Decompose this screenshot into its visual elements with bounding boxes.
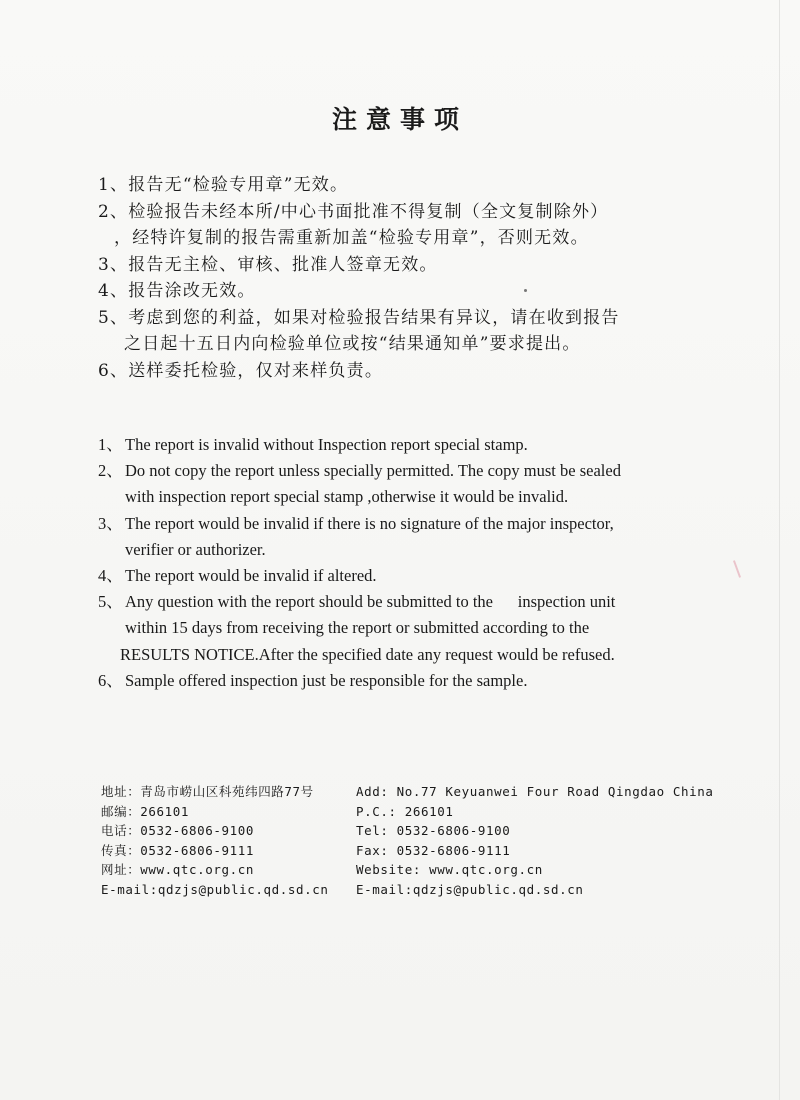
cn-item-1: 1、报告无“检验专用章”无效。 (98, 175, 349, 195)
cn-item-3: 3、报告无主检、审核、批准人签章无效。 (98, 254, 438, 275)
footer-fax-en: Fax: 0532-6806-9111 (356, 842, 511, 858)
cn-item-5: 5、考虑到您的利益，如果对检验报告结果有异议，请在收到报告 (98, 307, 620, 328)
footer-email-en: E-mail:qdzjs@public.qd.sd.cn (356, 881, 584, 897)
cn-item-2-continued: ，经特许复制的报告需重新加盖“检验专用章”，否则无效。 (114, 228, 589, 248)
footer-tel-en: Tel: 0532-6806-9100 (356, 823, 511, 838)
english-notice-list (98, 432, 738, 694)
en-item-2-continued: with inspection report special stamp ,otherwise it would be invalid. (125, 487, 569, 507)
footer-fax-cn: 传真：0532-6806-9111 (101, 842, 255, 858)
cn-item-4: 4、报告涂改无效。 (98, 281, 256, 301)
en-item-3: 3、 The report would be invalid if there is no signature of the major inspector, (98, 513, 614, 533)
cn-item-2: 2、检验报告未经本所/中心书面批准不得复制（全文复制除外） (98, 201, 609, 222)
chinese-notice-list (98, 172, 738, 384)
cn-item-5-continued: 之日起十五日内向检验单位或按“结果通知单”要求提出。 (124, 334, 581, 354)
en-item-5-continued-1: within 15 days from receiving the report or submitted according to the (125, 618, 590, 638)
footer-email-cn: E-mail:qdzjs@public.qd.sd.cn (101, 881, 329, 897)
en-item-3-continued: verifier or authorizer. (125, 539, 266, 559)
footer-website-cn: 网址：www.qtc.org.cn (101, 862, 255, 877)
footer-contact-english (356, 782, 714, 899)
footer-tel-cn: 电话：0532-6806-9100 (101, 823, 255, 838)
en-item-4: 4、 The report would be invalid if altered. (98, 566, 377, 586)
page-title: 注意事项 (331, 105, 468, 134)
en-item-5: 5、 Any question with the report should be submitted to the inspection unit (98, 592, 616, 612)
en-item-2: 2、 Do not copy the report unless specially permitted. The copy must be sealed (98, 461, 621, 481)
cn-item-6: 6、送样委托检验，仅对来样负责。 (98, 360, 384, 381)
footer-website-en: Website: www.qtc.org.cn (356, 862, 543, 877)
footer-postcode-en: P.C.: 266101 (356, 803, 454, 819)
footer-address-en: Add: No.77 Keyuanwei Four Road Qingdao China (356, 784, 714, 799)
footer-address-cn: 地址：青岛市崂山区科苑纬四路77号 (101, 784, 314, 799)
en-item-1: 1、 The report is invalid without Inspection report special stamp. (98, 435, 528, 454)
en-item-5-continued-2: RESULTS NOTICE.After the specified date any request would be refused. (120, 644, 615, 664)
en-item-6: 6、 Sample offered inspection just be responsible for the sample. (98, 670, 528, 690)
footer-contact-chinese (101, 782, 329, 899)
footer-postcode-cn: 邮编：266101 (101, 803, 190, 819)
paper-edge (779, 0, 780, 1100)
